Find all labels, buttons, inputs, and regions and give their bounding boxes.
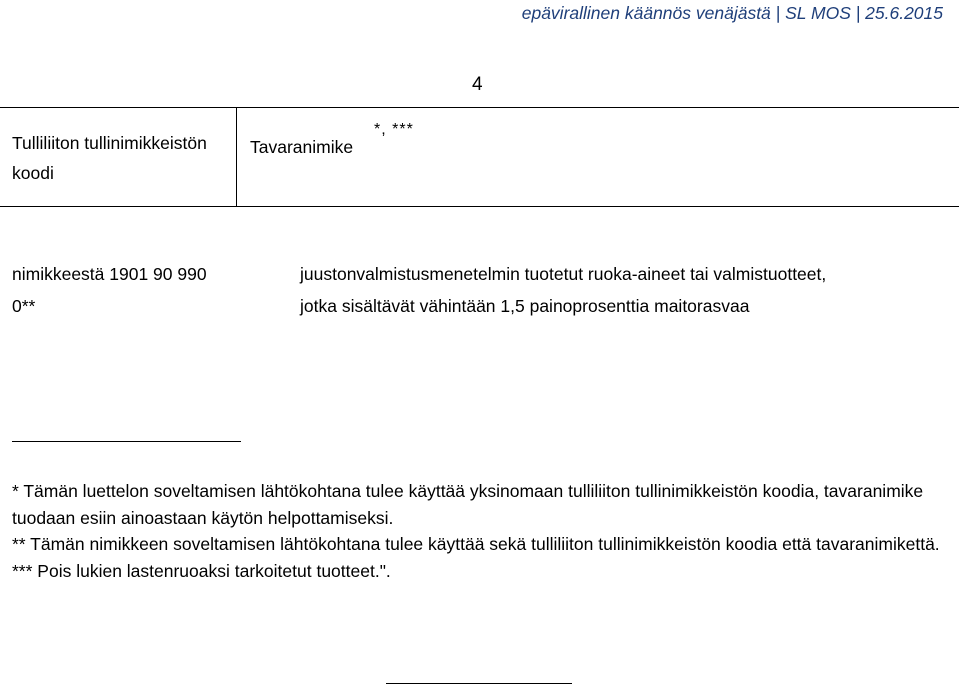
column-header-name: Tavaranimike [250,137,354,157]
page-number: 4 [472,74,483,95]
column-header-code: Tulliliiton tullinimikkeistön koodi [12,133,207,183]
column-header-name-footnote-marks: *, *** [374,121,414,138]
footnote-3: *** Pois lukien lastenruoaksi tarkoitetut tuotteet.". [12,560,391,581]
column-divider [236,107,237,207]
header-note: epävirallinen käännös venäjästä | SL MOS | 25.6.2015 [521,3,943,23]
table-row-code: nimikkeestä 1901 90 990 0** [12,264,207,316]
table-row-description: juustonvalmistusmenetelmin tuotetut ruoka-aineet tai valmistuotteet, jotka sisältävät vähintään 1,5 painoprosenttia maitorasvaa [300,264,827,316]
footnote-1: * Tämän luettelon soveltamisen lähtökohtana tulee käyttää yksinomaan tulliliiton tullinimikkeistön koodia, tavaranimike tuodaan esiin ainoastaan käytön helpottamiseksi. [12,481,924,528]
end-rule [386,683,572,684]
footnotes [12,478,947,584]
footnote-separator [12,441,241,442]
footnote-2: ** Tämän nimikkeen soveltamisen lähtökohtana tulee käyttää sekä tulliliiton tullinimikkeistön koodia että tavaranimikettä. [12,534,940,554]
